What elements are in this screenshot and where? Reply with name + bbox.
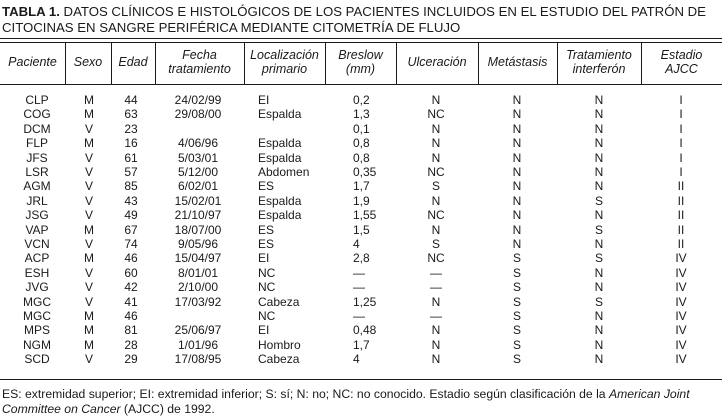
- cell-interferon: N: [594, 208, 604, 223]
- cell-sexo: M: [84, 136, 94, 151]
- cell-metastasis: N: [512, 107, 522, 122]
- cell-breslow: —: [353, 265, 365, 280]
- column-header-line: Edad: [118, 55, 148, 69]
- cell-estadio: I: [679, 107, 683, 122]
- cell-localizacion: Espalda: [258, 136, 302, 151]
- cell-sexo: M: [84, 309, 94, 323]
- cell-metastasis: N: [512, 93, 522, 107]
- cell-estadio: IV: [675, 309, 687, 323]
- cell-sexo: V: [84, 294, 93, 309]
- cell-edad: 74: [124, 237, 138, 251]
- cell-ulceracion: —: [430, 265, 442, 280]
- column-header: [0, 44, 65, 80]
- cell-breslow: —: [353, 309, 365, 323]
- cell-edad: 29: [124, 352, 138, 367]
- cell-ulceracion: N: [431, 352, 441, 367]
- column-header-line: tratamiento: [168, 62, 231, 76]
- cell-localizacion: Espalda: [258, 150, 302, 165]
- cell-edad: 63: [124, 107, 138, 122]
- table-row: [0, 180, 722, 193]
- cell-paciente: AGM: [23, 179, 51, 194]
- table-row: [0, 137, 722, 150]
- cell-edad: 23: [124, 121, 138, 136]
- column-header-line: primario: [261, 62, 308, 76]
- cell-ulceracion: —: [430, 280, 442, 295]
- column-header-line: Breslow: [338, 48, 383, 62]
- cell-metastasis: N: [512, 208, 522, 223]
- cell-estadio: II: [677, 193, 685, 208]
- table-row: [0, 339, 722, 352]
- column-header-line: Fecha: [182, 48, 217, 62]
- cell-fecha: 9/05/96: [177, 237, 219, 251]
- cell-metastasis: N: [512, 121, 522, 136]
- cell-paciente: VCN: [24, 237, 50, 251]
- table-row: [0, 195, 722, 208]
- cell-breslow: 4: [353, 352, 360, 367]
- cell-paciente: ESH: [24, 265, 50, 280]
- cell-paciente: DCM: [23, 121, 51, 136]
- cell-interferon: N: [594, 179, 604, 194]
- cell-ulceracion: N: [431, 337, 441, 352]
- cell-fecha: 5/03/01: [177, 150, 219, 165]
- cell-breslow: 1,9: [353, 193, 370, 208]
- cell-edad: 41: [124, 294, 138, 309]
- cell-fecha: 5/12/00: [177, 165, 219, 179]
- cell-breslow: 1,7: [353, 179, 370, 194]
- cell-fecha: 6/02/01: [177, 179, 219, 194]
- cell-ulceracion: N: [431, 193, 441, 208]
- cell-paciente: JVG: [25, 280, 49, 295]
- cell-estadio: IV: [675, 251, 687, 266]
- cell-fecha: 2/10/00: [177, 280, 219, 295]
- cell-metastasis: S: [512, 337, 521, 352]
- cell-fecha: 25/06/97: [174, 323, 222, 338]
- cell-estadio: IV: [675, 265, 687, 280]
- cell-metastasis: N: [512, 222, 522, 237]
- cell-metastasis: N: [512, 193, 522, 208]
- table-row: [0, 310, 722, 323]
- cell-interferon: N: [594, 121, 604, 136]
- cell-edad: 57: [124, 165, 138, 179]
- cell-paciente: SCD: [24, 352, 50, 367]
- table-row: [0, 123, 722, 136]
- cell-interferon: S: [594, 222, 603, 237]
- cell-estadio: IV: [675, 280, 687, 295]
- cell-paciente: CLP: [25, 93, 49, 107]
- cell-sexo: V: [84, 237, 93, 251]
- cell-estadio: I: [679, 136, 683, 151]
- cell-metastasis: N: [512, 179, 522, 194]
- column-header-line: (mm): [345, 62, 376, 76]
- cell-localizacion: NC: [258, 309, 276, 323]
- cell-edad: 28: [124, 337, 138, 352]
- cell-edad: 60: [124, 265, 138, 280]
- cell-interferon: N: [594, 265, 604, 280]
- cell-breslow: 0,1: [353, 121, 370, 136]
- top-rule-inner: [0, 42, 722, 43]
- cell-edad: 16: [124, 136, 138, 151]
- column-header: [155, 44, 244, 80]
- cell-sexo: V: [84, 265, 93, 280]
- cell-paciente: COG: [23, 107, 51, 122]
- column-header-line: Paciente: [8, 55, 57, 69]
- column-header-line: Estadio: [660, 48, 703, 62]
- column-header-line: Ulceración: [407, 55, 467, 69]
- cell-localizacion: ES: [258, 237, 275, 251]
- cell-metastasis: S: [512, 309, 521, 323]
- cell-ulceracion: N: [431, 121, 441, 136]
- cell-breslow: 0,35: [353, 165, 377, 179]
- cell-interferon: N: [594, 352, 604, 367]
- bottom-rule: [0, 379, 722, 380]
- cell-edad: 46: [124, 309, 138, 323]
- header-rule: [0, 84, 722, 85]
- column-header-line: Localización: [250, 48, 319, 62]
- cell-breslow: 1,7: [353, 337, 370, 352]
- cell-sexo: V: [84, 150, 93, 165]
- cell-fecha: 18/07/00: [174, 222, 222, 237]
- cell-edad: 49: [124, 208, 138, 223]
- cell-metastasis: S: [512, 251, 521, 266]
- cell-localizacion: ES: [258, 179, 275, 194]
- cell-estadio: IV: [675, 294, 687, 309]
- cell-breslow: —: [353, 280, 365, 295]
- cell-sexo: M: [84, 107, 94, 122]
- cell-sexo: V: [84, 193, 93, 208]
- cell-sexo: V: [84, 280, 93, 295]
- cell-fecha: 1/01/96: [177, 337, 219, 352]
- cell-interferon: N: [594, 150, 604, 165]
- cell-estadio: II: [677, 222, 685, 237]
- cell-breslow: 1,3: [353, 107, 370, 122]
- table-row: [0, 267, 722, 280]
- cell-interferon: N: [594, 93, 604, 107]
- footnote-italic: American Joint Committee on Cancer: [2, 387, 690, 416]
- table-row: [0, 224, 722, 237]
- cell-localizacion: Cabeza: [258, 294, 300, 309]
- column-header-line: AJCC: [665, 62, 698, 76]
- cell-fecha: 17/03/92: [174, 294, 222, 309]
- footnote-text-end: (AJCC) de 1992.: [120, 402, 215, 416]
- cell-metastasis: S: [512, 280, 521, 295]
- cell-metastasis: N: [512, 237, 522, 251]
- table-row: [0, 252, 722, 265]
- table-row: [0, 94, 722, 107]
- cell-edad: 43: [124, 193, 138, 208]
- cell-ulceracion: N: [431, 150, 441, 165]
- table-row: [0, 238, 722, 251]
- cell-estadio: I: [679, 93, 683, 107]
- column-header: [478, 44, 557, 80]
- cell-localizacion: Hombro: [258, 337, 301, 352]
- cell-edad: 44: [124, 93, 138, 107]
- cell-breslow: 0,2: [353, 93, 370, 107]
- table-row: [0, 152, 722, 165]
- cell-localizacion: NC: [258, 265, 276, 280]
- cell-breslow: 2,8: [353, 251, 370, 266]
- cell-ulceracion: N: [431, 323, 441, 338]
- cell-paciente: VAP: [25, 222, 49, 237]
- cell-edad: 67: [124, 222, 138, 237]
- cell-localizacion: Abdomen: [258, 165, 310, 179]
- cell-ulceracion: N: [431, 93, 441, 107]
- cell-metastasis: S: [512, 323, 521, 338]
- table-caption: DATOS CLÍNICOS E HISTOLÓGICOS DE LOS PACIENTES INCLUIDOS EN EL ESTUDIO DEL PATRÓN DE CITOCINAS EN SANGRE PERIFÉRICA MEDIANTE CITOMETRÍA DE FLUJO: [2, 4, 706, 35]
- cell-metastasis: N: [512, 150, 522, 165]
- cell-fecha: 17/08/95: [174, 352, 222, 367]
- cell-paciente: JSG: [25, 208, 49, 223]
- cell-paciente: NGM: [23, 337, 51, 352]
- column-header: [65, 44, 111, 80]
- cell-interferon: N: [594, 309, 604, 323]
- cell-paciente: LSR: [25, 165, 49, 179]
- cell-metastasis: S: [512, 352, 521, 367]
- cell-fecha: 24/02/99: [174, 93, 222, 107]
- table-label: TABLA 1.: [2, 4, 60, 19]
- cell-edad: 61: [124, 150, 138, 165]
- cell-sexo: V: [84, 208, 93, 223]
- column-header: [557, 44, 641, 80]
- cell-estadio: I: [679, 150, 683, 165]
- cell-localizacion: EI: [258, 93, 270, 107]
- cell-localizacion: Cabeza: [258, 352, 300, 367]
- column-header: [641, 44, 722, 80]
- column-header: [325, 44, 396, 80]
- cell-estadio: II: [677, 237, 685, 251]
- cell-metastasis: N: [512, 165, 522, 179]
- cell-localizacion: Espalda: [258, 193, 302, 208]
- cell-fecha: 29/08/00: [174, 107, 222, 122]
- cell-ulceracion: N: [431, 136, 441, 151]
- cell-paciente: ACP: [24, 251, 50, 266]
- cell-localizacion: ES: [258, 222, 275, 237]
- cell-paciente: JRL: [26, 193, 48, 208]
- cell-paciente: FLP: [25, 136, 48, 151]
- cell-paciente: JFS: [26, 150, 48, 165]
- cell-paciente: MGC: [23, 309, 51, 323]
- cell-localizacion: Espalda: [258, 107, 302, 122]
- cell-metastasis: N: [512, 136, 522, 151]
- table-title: [2, 4, 718, 36]
- cell-estadio: IV: [675, 337, 687, 352]
- cell-ulceracion: NC: [427, 107, 445, 122]
- cell-sexo: M: [84, 93, 94, 107]
- cell-estadio: I: [679, 165, 683, 179]
- cell-breslow: 0,8: [353, 136, 370, 151]
- cell-edad: 42: [124, 280, 138, 295]
- cell-interferon: N: [594, 237, 604, 251]
- cell-ulceracion: NC: [427, 251, 445, 266]
- cell-sexo: M: [84, 222, 94, 237]
- cell-localizacion: EI: [258, 323, 270, 338]
- cell-ulceracion: NC: [427, 165, 445, 179]
- cell-metastasis: S: [512, 265, 521, 280]
- cell-interferon: N: [594, 323, 604, 338]
- cell-ulceracion: N: [431, 222, 441, 237]
- cell-interferon: S: [594, 251, 603, 266]
- table-row: [0, 296, 722, 309]
- cell-edad: 85: [124, 179, 138, 194]
- cell-interferon: S: [594, 193, 603, 208]
- column-header-line: interferón: [572, 62, 626, 76]
- cell-interferon: N: [594, 280, 604, 295]
- cell-ulceracion: S: [431, 237, 440, 251]
- cell-edad: 46: [124, 251, 138, 266]
- cell-ulceracion: N: [431, 294, 441, 309]
- footnote-text: ES: extremidad superior; EI: extremidad inferior; S: sí; N: no; NC: no conocido. Estadio según clasificación de la: [2, 387, 609, 401]
- cell-edad: 81: [124, 323, 138, 338]
- cell-interferon: N: [594, 165, 604, 179]
- cell-interferon: N: [594, 107, 604, 122]
- cell-ulceracion: S: [431, 179, 440, 194]
- cell-estadio: I: [679, 121, 683, 136]
- cell-fecha: 4/06/96: [177, 136, 219, 151]
- table-row: [0, 353, 722, 366]
- cell-sexo: V: [84, 352, 93, 367]
- cell-estadio: II: [677, 179, 685, 194]
- column-header-line: Sexo: [73, 55, 103, 69]
- column-header: [244, 44, 325, 80]
- cell-localizacion: NC: [258, 280, 276, 295]
- cell-fecha: 21/10/97: [174, 208, 222, 223]
- column-header-line: Metástasis: [487, 55, 548, 69]
- cell-fecha: 15/04/97: [174, 251, 222, 266]
- cell-sexo: M: [84, 323, 94, 338]
- top-rule: [0, 38, 722, 39]
- cell-sexo: M: [84, 251, 94, 266]
- cell-estadio: II: [677, 208, 685, 223]
- cell-ulceracion: —: [430, 309, 442, 323]
- cell-interferon: S: [594, 294, 603, 309]
- cell-fecha: 8/01/01: [177, 265, 219, 280]
- table-row: [0, 166, 722, 179]
- cell-sexo: V: [84, 179, 93, 194]
- cell-estadio: IV: [675, 352, 687, 367]
- cell-breslow: 0,48: [353, 323, 377, 338]
- cell-breslow: 4: [353, 237, 360, 251]
- cell-breslow: 1,5: [353, 222, 370, 237]
- table-row: [0, 108, 722, 121]
- cell-paciente: MGC: [23, 294, 51, 309]
- cell-sexo: V: [84, 165, 93, 179]
- cell-estadio: IV: [675, 323, 687, 338]
- table-footnote: [2, 387, 718, 417]
- cell-interferon: N: [594, 337, 604, 352]
- table-row: [0, 281, 722, 294]
- cell-paciente: MPS: [23, 323, 50, 338]
- cell-sexo: M: [84, 337, 94, 352]
- column-header-line: Tratamiento: [566, 48, 632, 62]
- cell-fecha: 15/02/01: [174, 193, 222, 208]
- cell-breslow: 1,55: [353, 208, 377, 223]
- column-header: [111, 44, 155, 80]
- cell-metastasis: S: [512, 294, 521, 309]
- cell-breslow: 0,8: [353, 150, 370, 165]
- cell-ulceracion: NC: [427, 208, 445, 223]
- cell-sexo: V: [84, 121, 93, 136]
- cell-interferon: N: [594, 136, 604, 151]
- cell-breslow: 1,25: [353, 294, 377, 309]
- cell-localizacion: EI: [258, 251, 270, 266]
- table-row: [0, 209, 722, 222]
- column-header: [396, 44, 478, 80]
- table-row: [0, 324, 722, 337]
- cell-localizacion: Espalda: [258, 208, 302, 223]
